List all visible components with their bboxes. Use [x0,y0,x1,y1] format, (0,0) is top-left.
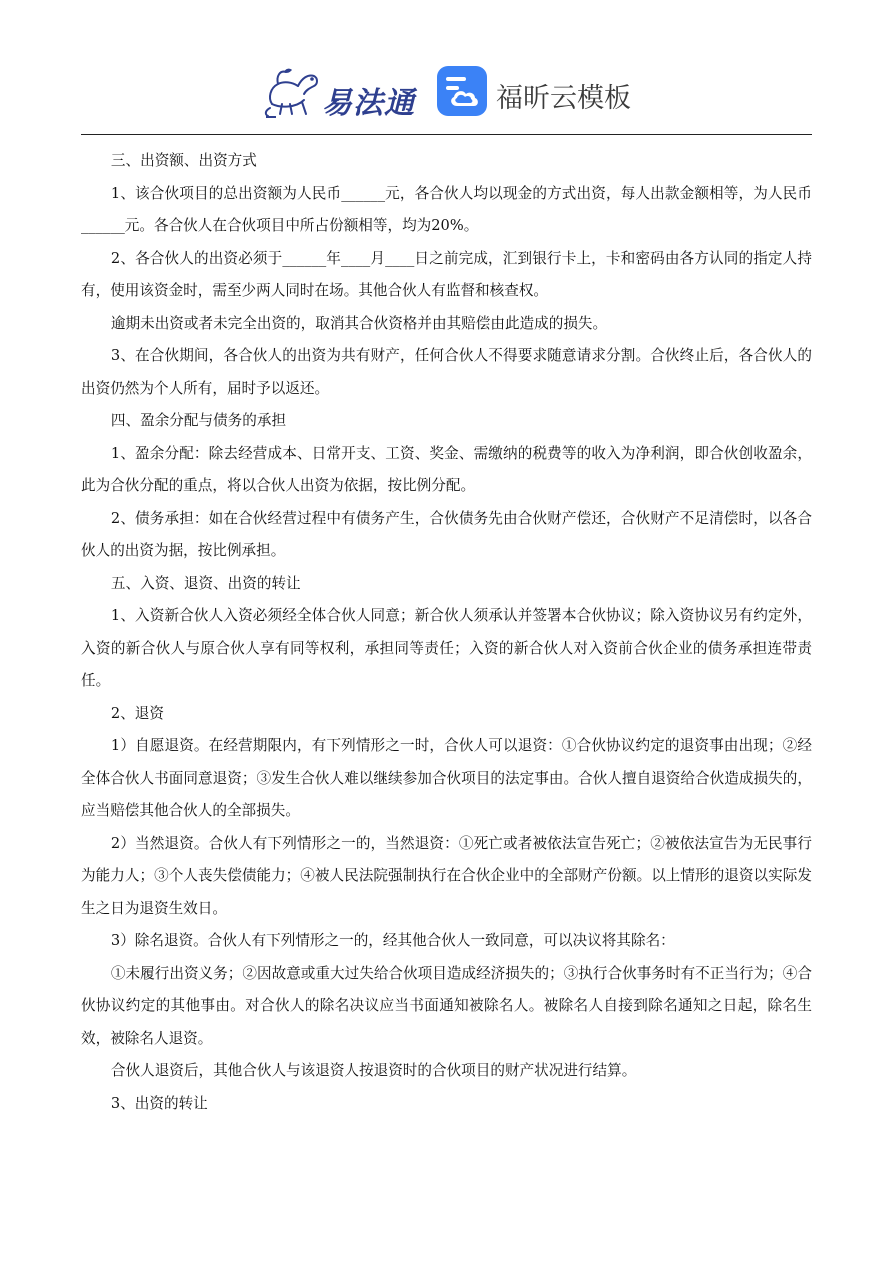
horse-icon [262,64,324,120]
document-body [81,145,812,1120]
subsection-heading: 2、退资 [110,704,164,722]
paragraph: 1、入资新合伙人入资必须经全体合伙人同意；新合伙人须承认并签署本合伙协议；除入资协议另有约定外，入资的新合伙人与原合伙人享有同等权利，承担同等责任；入资的新合伙人对入资前合伙企业的债务承担连带责任。 [81,607,812,689]
section-heading: 三、出资额、出资方式 [110,152,257,169]
paragraph: 1、盈余分配：除去经营成本、日常开支、工资、奖金、需缴纳的税费等的收入为净利润，即合伙创收盈余，此为合伙分配的重点，将以合伙人出资为依据，按比例分配。 [81,444,812,494]
section-heading: 四、盈余分配与债务的承担 [110,412,287,429]
paragraph: 2）当然退资。合伙人有下列情形之一的，当然退资：①死亡或者被依法宣告死亡；②被依法宣告为无民事行为能力人；③个人丧失偿债能力；④被人民法院强制执行在合伙企业中的全部财产份额。以上情形的退资以实际发生之日为退资生效日。 [81,834,812,917]
paragraph: 逾期未出资或者未完全出资的，取消其合伙资格并由其赔偿由此造成的损失。 [110,314,608,332]
paragraph: 3）除名退资。合伙人有下列情形之一的，经其他合伙人一致同意，可以决议将其除名： [110,932,675,949]
foxit-cloud-template-logo [437,66,637,118]
paragraph: 2、各合伙人的出资必须于______年____月____日之前完成，汇到银行卡上，卡和密码由各方认同的指定人持有，使用该资金时，需至少两人同时在场。其他合伙人有监督和核查权。 [81,249,812,299]
cloud-document-icon [437,66,487,116]
foxit-cloud-template-text: 福昕云模板 [496,83,631,114]
paragraph: 合伙人退资后，其他合伙人与该退资人按退资时的合伙项目的财产状况进行结算。 [110,1062,637,1079]
paragraph: ①未履行出资义务；②因故意或重大过失给合伙项目造成经济损失的；③执行合伙事务时有不正当行为；④合伙协议约定的其他事由。对合伙人的除名决议应当书面通知被除名人。被除名人自接到除名通知之日起，除名生效，被除名人退资。 [81,964,812,1047]
paragraph: 1）自愿退资。在经营期限内，有下列情形之一时，合伙人可以退资：①合伙协议约定的退资事由出现；②经全体合伙人书面同意退资；③发生合伙人难以继续参加合伙项目的法定事由。合伙人擅自退资给合伙造成损失的，应当赔偿其他合伙人的全部损失。 [81,737,812,819]
subsection-heading: 3、出资的转让 [110,1094,208,1112]
yifatong-logo [262,64,415,121]
yifatong-logo-text: 易法通 [322,86,415,121]
paragraph: 2、债务承担：如在合伙经营过程中有债务产生，合伙债务先由合伙财产偿还，合伙财产不足清偿时，以各合伙人的出资为据，按比例承担。 [81,509,812,559]
section-heading: 五、入资、退资、出资的转让 [110,574,301,592]
header-divider [81,134,812,135]
paragraph: 3、在合伙期间，各合伙人的出资为共有财产，任何合伙人不得要求随意请求分割。合伙终止后，各合伙人的出资仍然为个人所有，届时予以返还。 [81,347,812,397]
paragraph: 1、该合伙项目的总出资额为人民币______元，各合伙人均以现金的方式出资，每人出款金额相等，为人民币______元。各合伙人在合伙项目中所占份额相等，均为20%。 [81,184,812,234]
page-header [0,56,893,126]
